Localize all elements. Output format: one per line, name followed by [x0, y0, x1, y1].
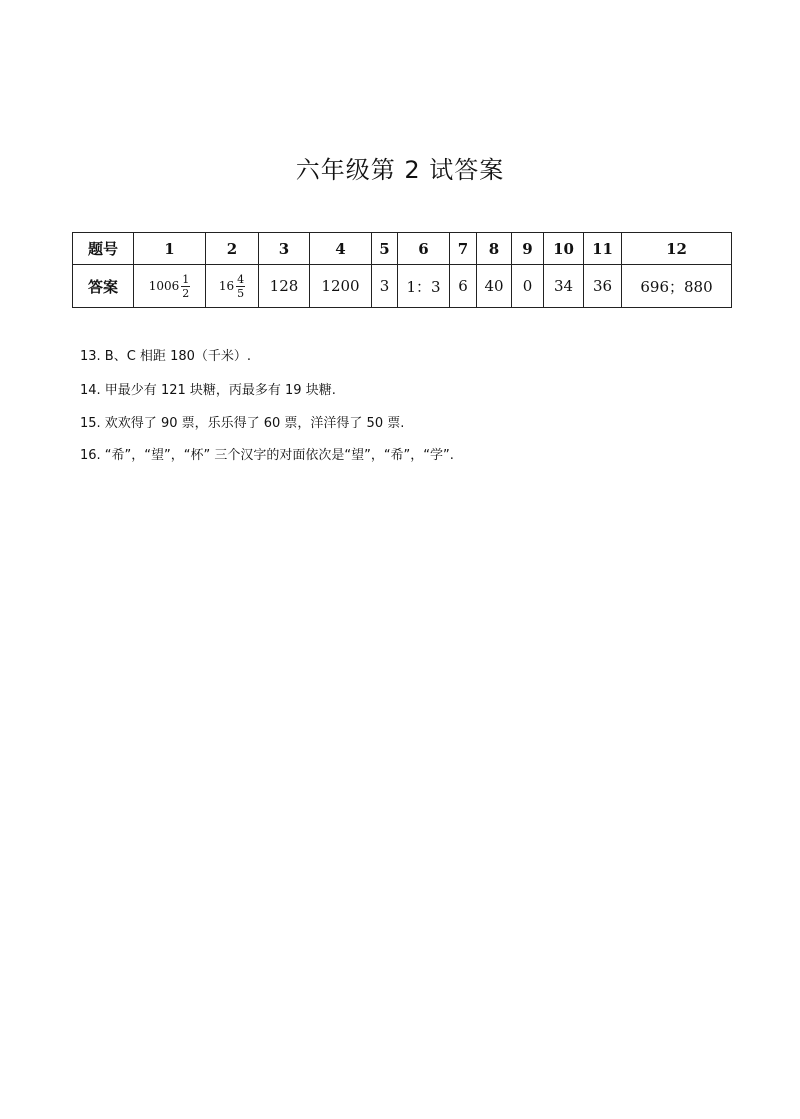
fraction-denominator: 5: [237, 286, 245, 300]
fraction: [236, 273, 245, 300]
question-number-cell: 2: [206, 233, 259, 265]
answer-cell-8: 40: [477, 265, 512, 308]
answer-label-cell: 答案: [73, 265, 134, 308]
table-row-header: [73, 233, 732, 265]
header-label-cell: 题号: [73, 233, 134, 265]
question-number-cell: 11: [584, 233, 622, 265]
answer-cell-6: 1：3: [398, 265, 450, 308]
answer-cell-7: 6: [450, 265, 477, 308]
fraction-numerator: 1: [182, 272, 190, 286]
fraction-denominator: 2: [182, 286, 190, 300]
solution-line-15: 15. 欢欢得了 90 票，乐乐得了 60 票，洋洋得了 50 票.: [80, 416, 405, 431]
answer-cell-2: [206, 265, 259, 308]
mixed-whole: 1006: [148, 279, 180, 293]
table-row-answers: [73, 265, 732, 308]
answer-cell-4: 1200: [310, 265, 372, 308]
question-number-cell: 1: [134, 233, 206, 265]
question-number-cell: 3: [259, 233, 310, 265]
question-number-cell: 10: [544, 233, 584, 265]
question-number-cell: 6: [398, 233, 450, 265]
answer-cell-12: 696；880: [622, 265, 732, 308]
mixed-whole: 16: [218, 279, 235, 293]
question-number-cell: 7: [450, 233, 477, 265]
answer-cell-10: 34: [544, 265, 584, 308]
fraction: [181, 273, 190, 300]
answer-cell-1: [134, 265, 206, 308]
question-number-cell: 9: [512, 233, 544, 265]
solution-line-14: 14. 甲最少有 121 块糖，丙最多有 19 块糖.: [80, 383, 336, 398]
solution-line-16: 16. “希”，“望”，“杯” 三个汉字的对面依次是“望”，“希”，“学”.: [80, 448, 454, 463]
mixed-number: [149, 273, 191, 300]
answer-cell-11: 36: [584, 265, 622, 308]
question-number-cell: 12: [622, 233, 732, 265]
answer-table: [72, 232, 732, 308]
fraction-numerator: 4: [237, 272, 245, 286]
answer-cell-5: 3: [372, 265, 398, 308]
question-number-cell: 5: [372, 233, 398, 265]
solution-line-13: 13. B、C 相距 180（千米）.: [80, 349, 252, 364]
question-number-cell: 8: [477, 233, 512, 265]
answer-cell-9: 0: [512, 265, 544, 308]
page-title: 六年级第 2 试答案: [295, 156, 505, 184]
question-number-cell: 4: [310, 233, 372, 265]
mixed-number: [219, 273, 245, 300]
answer-cell-3: 128: [259, 265, 310, 308]
